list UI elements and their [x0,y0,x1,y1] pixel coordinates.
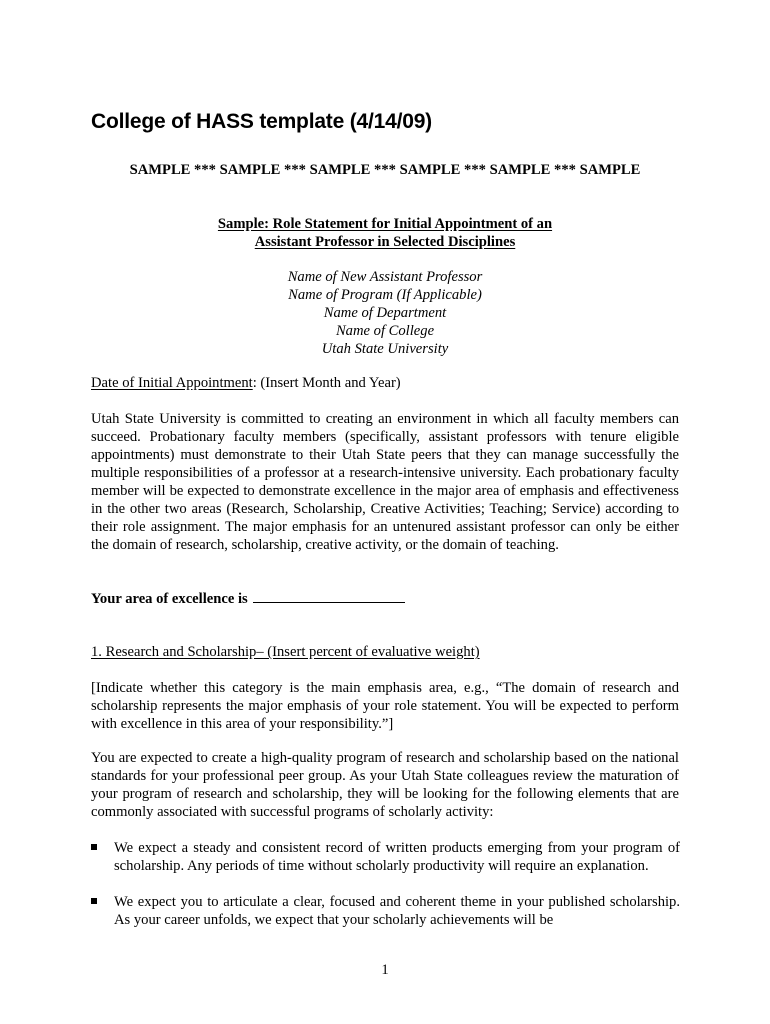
bullet-text: We expect a steady and consistent record of written products emerging from your program of scholarship. Any periods of time without scholarly productivity will require an explanation. [114,840,680,874]
sample-banner: SAMPLE *** SAMPLE *** SAMPLE *** SAMPLE *** SAMPLE *** SAMPLE [129,162,641,178]
excellence-blank [253,590,405,603]
square-bullet-icon [91,898,97,904]
section-1-heading-text: 1. Research and Scholarship– (Insert percent of evaluative weight) [91,644,480,660]
department-name: Name of Department [323,305,447,321]
square-bullet-icon [91,844,97,850]
role-statement-heading [0,215,770,251]
heading-line-1: Sample: Role Statement for Initial Appointment of an [217,216,553,232]
intro-paragraph: Utah State University is committed to creating an environment in which all faculty members can succeed. Probationary faculty members (specifically, assistant professors with tenure eligible appointments) must demonstrate to their Utah State peers that they can manage successfully the multiple responsibilities of a professor at a research-intensive university. Each probationary faculty member will be expected to demonstrate excellence in the major area of emphasis and effectiveness in the other two areas (Research, Scholarship, Creative Activities; Teaching; Service) according to their role assignment. The major emphasis for an untenured assistant professor can only be either the domain of research, scholarship, creative activity, or the domain of teaching. [91,411,679,553]
appointee-details [0,268,770,358]
date-value: : (Insert Month and Year) [252,375,401,391]
date-of-appointment [91,374,679,392]
section-1-heading [91,643,679,661]
section-1-indicate-paragraph: [Indicate whether this category is the main emphasis area, e.g., “The domain of research and scholarship represents the major emphasis of your role statement. You will be expected to perform with excellence in this area of your responsibility.”] [91,680,679,732]
university-name: Utah State University [321,341,449,357]
date-label: Date of Initial Appointment [91,375,253,391]
heading-line-2: Assistant Professor in Selected Disciplines [254,234,516,250]
area-of-excellence [91,590,679,608]
college-name: Name of College [335,323,435,339]
section-1-expectation-paragraph: You are expected to create a high-quality program of research and scholarship based on the national standards for your professional peer group. As your Utah State colleagues review the maturation of your program of research and scholarship, they will be looking for the following elements that are commonly associated with successful programs of scholarly activity: [91,750,679,820]
program-name: Name of Program (If Applicable) [288,287,482,303]
document-title: College of HASS template (4/14/09) [91,110,432,133]
assistant-professor-name: Name of New Assistant Professor [287,269,483,285]
page-number: 1 [381,962,389,978]
bullet-text: We expect you to articulate a clear, focused and coherent theme in your published scholarship. As your career unfolds, we expect that your scholarly achievements will be [114,894,680,928]
excellence-label: Your area of excellence is [91,591,248,607]
